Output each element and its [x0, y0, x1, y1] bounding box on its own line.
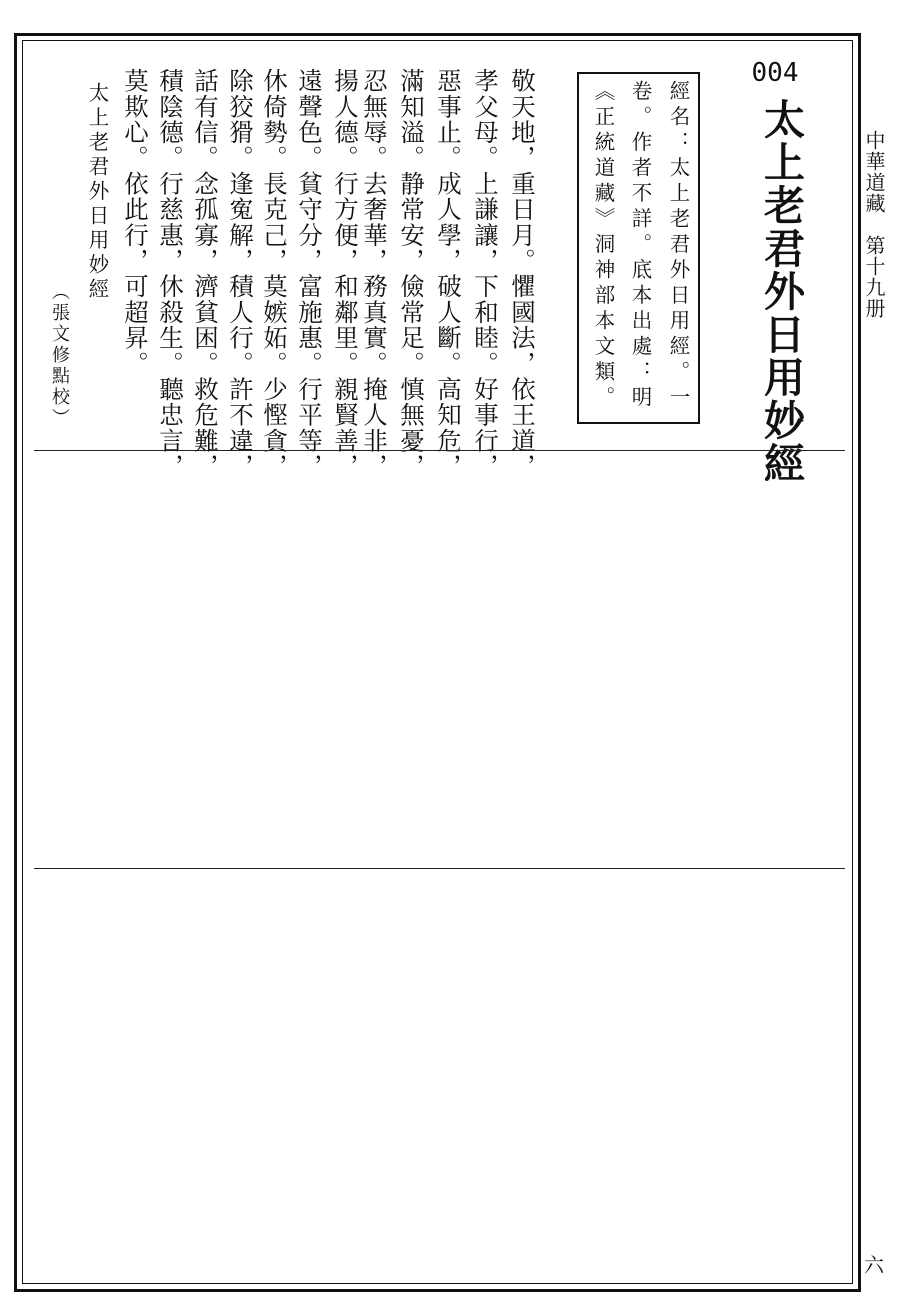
text-line: 話有信。念孤寡，濟貧困。救危難，	[191, 68, 220, 480]
section-divider	[34, 450, 845, 451]
info-line: 經名：太上老君外日用經。一	[666, 80, 690, 412]
info-line: 《正統道藏》洞神部本文類。	[591, 80, 615, 412]
text-line: 惡事止。成人學，破人斷。高知危，	[434, 68, 463, 480]
closing-title: 太上老君外日用妙經	[85, 82, 109, 303]
text-line: 遠聲色。貧守分，富施惠。行平等，	[295, 68, 324, 480]
text-line: 揚人德。行方便，和鄰里。親賢善，	[331, 68, 360, 480]
proofreader-credit: （張文修點校）	[49, 282, 70, 429]
text-line: 孝父母。上謙讓，下和睦。好事行，	[471, 68, 500, 480]
sutra-number: 004	[751, 58, 799, 88]
text-line: 積陰德。行慈惠，休殺生。聽忠言，	[156, 68, 185, 480]
text-line: 莫欺心。依此行，可超昇。	[121, 68, 150, 377]
text-line: 敬天地，重日月。懼國法，依王道，	[508, 68, 537, 480]
section-divider	[34, 868, 845, 869]
text-line: 休倚勢。長克己，莫嫉妬。少慳貪，	[260, 68, 289, 480]
collection-volume-label: 中華道藏 第十九册	[862, 130, 886, 319]
text-line: 除狡猾。逢寃解，積人行。許不違，	[226, 68, 255, 480]
sutra-title: 太上老君外日用妙經	[757, 98, 805, 485]
page-number: 六	[864, 1253, 884, 1277]
text-line: 忍無辱。去奢華，務真實。掩人非，	[360, 68, 389, 480]
info-line: 卷。作者不詳。底本出處：明	[628, 80, 652, 412]
text-line: 滿知溢。静常安，儉常足。慎無憂，	[397, 68, 426, 480]
